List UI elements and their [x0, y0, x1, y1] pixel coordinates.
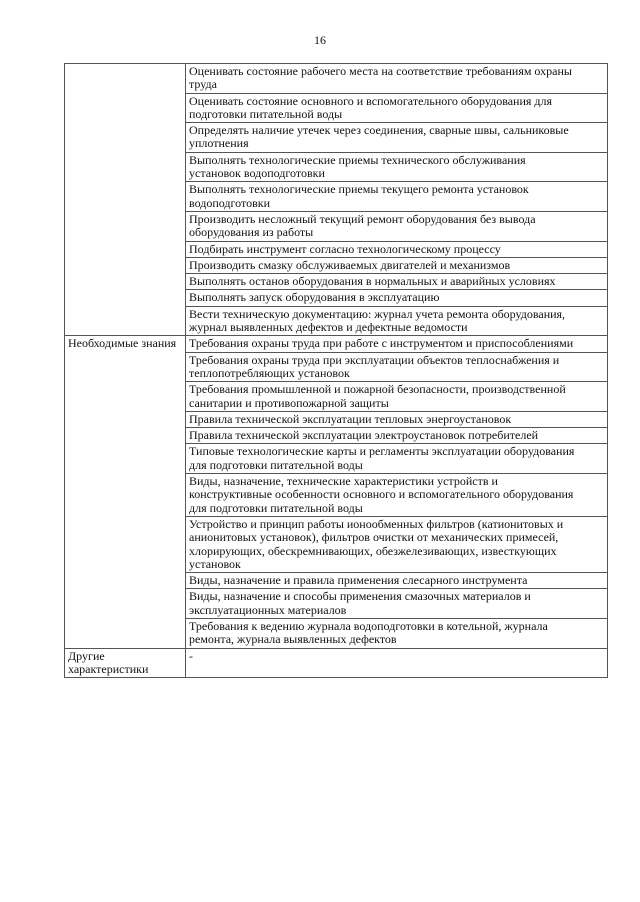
section-label — [65, 64, 186, 336]
table-row — [65, 336, 608, 352]
table-cell — [186, 648, 608, 678]
item-text-line: Виды, назначение и правила применения слесарного инструмента — [189, 573, 528, 588]
item-text-line: для подготовки питательной воды — [189, 500, 363, 515]
section-label: Необходимые знания — [65, 336, 186, 648]
table-cell — [186, 428, 608, 444]
table-cell — [186, 618, 608, 648]
item-text-line: для подготовки питательной воды — [189, 457, 363, 472]
table-cell — [186, 306, 608, 336]
table-row — [65, 64, 608, 94]
item-text-line: Вести техническую документацию: журнал учета ремонта оборудования, — [189, 306, 566, 321]
item-text-line: оборудования из работы — [189, 225, 314, 240]
item-text-line: анионитовых установок), фильтров очистки от механических примесей, — [189, 530, 559, 545]
item-text-line: журнал выявленных дефектов и дефектные ведомости — [189, 320, 468, 335]
item-text-line: Производить смазку обслуживаемых двигателей и механизмов — [189, 257, 511, 272]
item-text-line: Виды, назначение, технические характеристики устройств и — [189, 474, 498, 489]
page-number: 16 — [314, 33, 326, 47]
table-cell — [186, 123, 608, 153]
competency-table — [64, 63, 608, 678]
item-text-line: Выполнять запуск оборудования в эксплуатацию — [189, 290, 440, 305]
table-row — [65, 648, 608, 678]
item-text-line: хлорирующих, обескремнивающих, обезжелезивающих, известкующих — [189, 543, 557, 558]
item-text-line: Виды, назначение и способы применения смазочных материалов и — [189, 589, 531, 604]
item-text-line: Оценивать состояние рабочего места на соответствие требованиям охраны — [189, 64, 572, 78]
item-text-line: Оценивать состояние основного и вспомогательного оборудования для — [189, 93, 553, 108]
table-cell — [186, 411, 608, 427]
table-cell — [186, 257, 608, 273]
item-text-line: уплотнения — [189, 136, 249, 151]
item-text-line: Определять наличие утечек через соединения, сварные швы, сальниковые — [189, 123, 569, 138]
table-cell — [186, 589, 608, 619]
item-text-line: Выполнять останов оборудования в нормальных и аварийных условиях — [189, 274, 556, 289]
item-text-line: - — [189, 648, 193, 663]
item-text-line: Выполнять технологические приемы технического обслуживания — [189, 152, 526, 167]
table-cell — [186, 382, 608, 412]
item-text-line: подготовки питательной воды — [189, 106, 343, 121]
table-cell — [186, 516, 608, 572]
item-text-line: водоподготовки — [189, 195, 270, 210]
table-cell — [186, 211, 608, 241]
table-cell — [186, 182, 608, 212]
item-text-line: Требования охраны труда при работе с инструментом и приспособлениями — [189, 336, 574, 351]
table-cell — [186, 274, 608, 290]
competency-table-body — [65, 64, 608, 678]
table-cell — [186, 474, 608, 517]
item-text-line: конструктивные особенности основного и вспомогательного оборудования — [189, 487, 574, 502]
table-cell — [186, 152, 608, 182]
item-text-line: Производить несложный текущий ремонт оборудования без вывода — [189, 211, 536, 226]
table-cell — [186, 336, 608, 352]
item-text-line: Требования промышленной и пожарной безопасности, производственной — [189, 382, 566, 397]
item-text-line: Правила технической эксплуатации тепловых энергоустановок — [189, 411, 512, 426]
table-cell — [186, 241, 608, 257]
item-text-line: теплопотребляющих установок — [189, 365, 350, 380]
item-text-line: установок водоподготовки — [189, 166, 325, 181]
item-text-line: Требования охраны труда при эксплуатации объектов теплоснабжения и — [189, 352, 560, 367]
table-cell — [186, 290, 608, 306]
item-text-line: Устройство и принцип работы ионообменных фильтров (катионитовых и — [189, 516, 564, 531]
table-cell — [186, 573, 608, 589]
item-text-line: труда — [189, 77, 217, 92]
table-cell — [186, 64, 608, 94]
table-cell — [186, 444, 608, 474]
table-cell — [186, 93, 608, 123]
section-label: Другие характеристики — [65, 648, 186, 678]
item-text-line: Требования к ведению журнала водоподготовки в котельной, журнала — [189, 618, 548, 633]
item-text-line: эксплуатационных материалов — [189, 602, 347, 617]
item-text-line: установок — [189, 556, 241, 571]
item-text-line: санитарии и противопожарной защиты — [189, 395, 389, 410]
item-text-line: Правила технической эксплуатации электроустановок потребителей — [189, 428, 539, 443]
item-text-line: ремонта, журнала выявленных дефектов — [189, 632, 397, 647]
item-text-line: Типовые технологические карты и регламенты эксплуатации оборудования — [189, 444, 575, 459]
item-text-line: Подбирать инструмент согласно технологическому процессу — [189, 241, 501, 256]
table-cell — [186, 352, 608, 382]
item-text-line: Выполнять технологические приемы текущего ремонта установок — [189, 182, 529, 197]
